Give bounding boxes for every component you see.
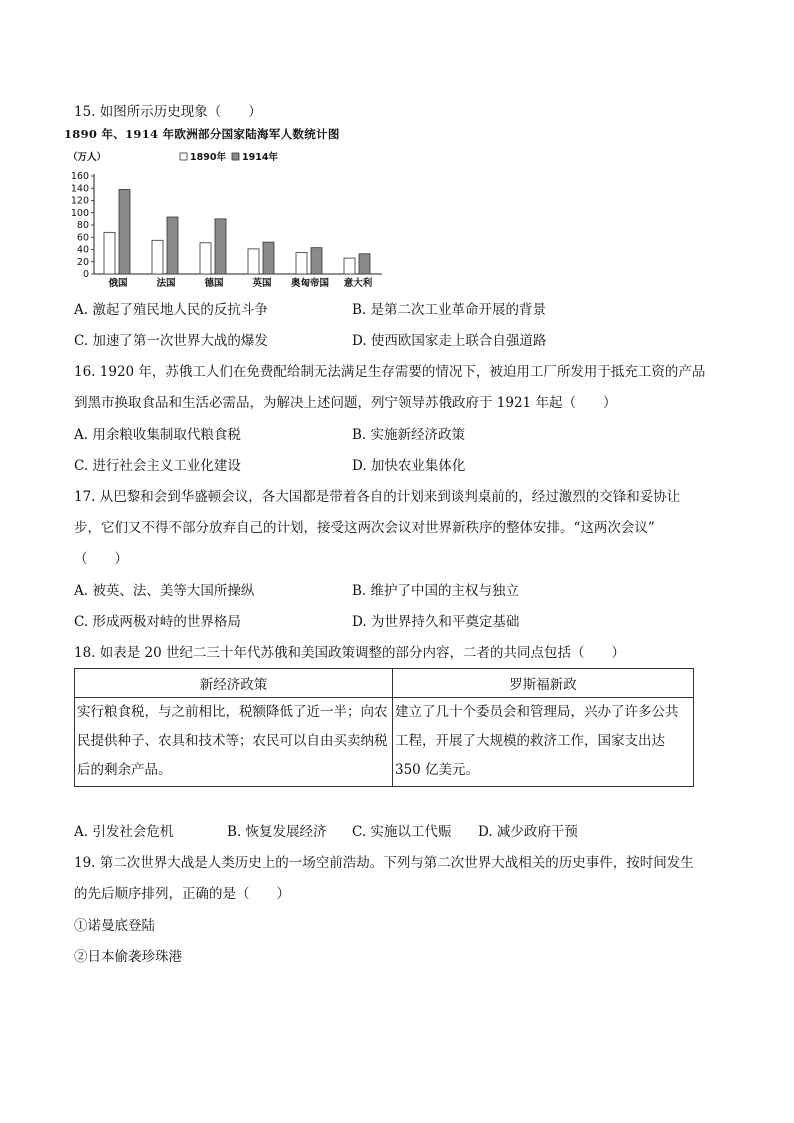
q15-option-a[interactable]: A. 激起了殖民地人民的反抗斗争 — [74, 302, 268, 318]
bar-法国-1914年 — [167, 217, 178, 274]
y-tick-label-3: 60 — [76, 232, 89, 244]
q17-option-a[interactable]: A. 被英、法、美等大国所操纵 — [74, 583, 255, 599]
q17-option-b[interactable]: B. 维护了中国的主权与独立 — [352, 583, 520, 599]
x-tick-label-1: 法国 — [156, 278, 176, 289]
q16-stem-line2: 到黑市换取食品和生活必需品，为解决上述问题，列宁领导苏俄政府于 1921 年起（ ） — [74, 395, 617, 411]
q16-option-c[interactable]: C. 进行社会主义工业化建设 — [74, 458, 241, 474]
x-tick-label-3: 英国 — [252, 278, 272, 289]
bar-德国-1890年 — [200, 243, 211, 274]
y-tick-label-2: 40 — [76, 244, 89, 256]
q17-option-c[interactable]: C. 形成两极对峙的世界格局 — [74, 614, 241, 630]
bar-英国-1914年 — [263, 242, 274, 274]
policy-comparison-table — [74, 668, 694, 787]
x-tick-label-4: 奥匈帝国 — [290, 278, 330, 289]
q18-option-a[interactable]: A. 引发社会危机 — [74, 824, 174, 840]
x-tick-label-5: 意大利 — [343, 278, 373, 289]
bar-法国-1890年 — [152, 240, 163, 274]
bar-意大利-1914年 — [359, 254, 370, 274]
q18-option-c[interactable]: C. 实施以工代赈 — [352, 824, 452, 840]
legend-swatch-0 — [180, 153, 187, 160]
y-tick-label-7: 140 — [70, 183, 89, 195]
y-tick-label-0: 0 — [82, 269, 89, 280]
chart-title: 1890 年、1914 年欧洲部分国家陆海军人数统计图 — [64, 127, 340, 141]
q16-option-b[interactable]: B. 实施新经济政策 — [352, 427, 466, 443]
table-header-new-deal: 罗斯福新政 — [393, 669, 694, 698]
bar-俄国-1914年 — [119, 189, 130, 274]
q15-option-d[interactable]: D. 使西欧国家走上联合自强道路 — [352, 333, 547, 349]
y-tick-label-6: 120 — [70, 195, 89, 207]
bar-奥匈帝国-1914年 — [311, 248, 322, 274]
bar-德国-1914年 — [215, 219, 226, 274]
x-tick-label-0: 俄国 — [108, 278, 128, 289]
bar-奥匈帝国-1890年 — [296, 253, 307, 274]
q17-stem-line3: （ ） — [74, 551, 128, 567]
q18-option-d[interactable]: D. 减少政府干预 — [478, 824, 578, 840]
table-cell-new-deal: 建立了几十个委员会和管理局，兴办了许多公共工程，开展了大规模的救济工作，国家支出达 350 亿美元。 — [393, 698, 694, 787]
q16-option-d[interactable]: D. 加快农业集体化 — [352, 458, 466, 474]
y-tick-label-4: 80 — [76, 220, 89, 231]
table-header-nep: 新经济政策 — [75, 669, 393, 698]
q17-stem-line1: 17. 从巴黎和会到华盛顿会议，各大国都是带着各自的计划来到谈判桌前的，经过激烈的交锋和妥协让 — [74, 489, 681, 505]
q19-item-1: ①诺曼底登陆 — [74, 918, 155, 934]
legend-label-1: 1914年 — [242, 152, 278, 163]
q16-stem-line1: 16. 1920 年，苏俄工人们在免费配给制无法满足生存需要的情况下，被迫用工厂所发用于抵充工资的产品 — [74, 364, 706, 380]
q17-option-d[interactable]: D. 为世界持久和平奠定基础 — [352, 614, 520, 630]
bar-俄国-1890年 — [104, 232, 115, 274]
bar-英国-1890年 — [248, 249, 259, 274]
chart-canvas — [64, 126, 384, 292]
y-tick-label-8: 160 — [70, 171, 89, 182]
q18-stem: 18. 如表是 20 世纪二三十年代苏俄和美国政策调整的部分内容，二者的共同点包括（ ） — [74, 645, 626, 661]
q15-stem: 15. 如图所示历史现象（ ） — [74, 104, 262, 120]
x-tick-label-2: 德国 — [204, 278, 224, 289]
bar-意大利-1890年 — [344, 258, 355, 274]
q15-option-b[interactable]: B. 是第二次工业革命开展的背景 — [352, 302, 547, 318]
y-tick-label-1: 20 — [76, 256, 89, 268]
army-statistics-chart — [64, 126, 384, 292]
table-cell-nep: 实行粮食税，与之前相比，税额降低了近一半；向农民提供种子、农具和技术等；农民可以自由买卖纳税后的剩余产品。 — [75, 698, 393, 787]
q15-option-c[interactable]: C. 加速了第一次世界大战的爆发 — [74, 333, 268, 349]
q19-stem-line2: 的先后顺序排列，正确的是（ ） — [74, 886, 290, 902]
legend-label-0: 1890年 — [190, 152, 226, 163]
q17-stem-line2: 步，它们又不得不部分放弃自己的计划，接受这两次会议对世界新秩序的整体安排。“这两次会议” — [74, 520, 655, 536]
q16-option-a[interactable]: A. 用余粮收集制取代粮食税 — [74, 427, 241, 443]
q19-stem-line1: 19. 第二次世界大战是人类历史上的一场空前浩劫。下列与第二次世界大战相关的历史事件，按时间发生 — [74, 855, 694, 871]
q19-item-2: ②日本偷袭珍珠港 — [74, 949, 182, 965]
q18-option-b[interactable]: B. 恢复发展经济 — [227, 824, 327, 840]
y-tick-label-5: 100 — [70, 207, 89, 219]
y-axis-unit-label: （万人） — [68, 152, 107, 163]
legend-swatch-1 — [232, 153, 239, 160]
